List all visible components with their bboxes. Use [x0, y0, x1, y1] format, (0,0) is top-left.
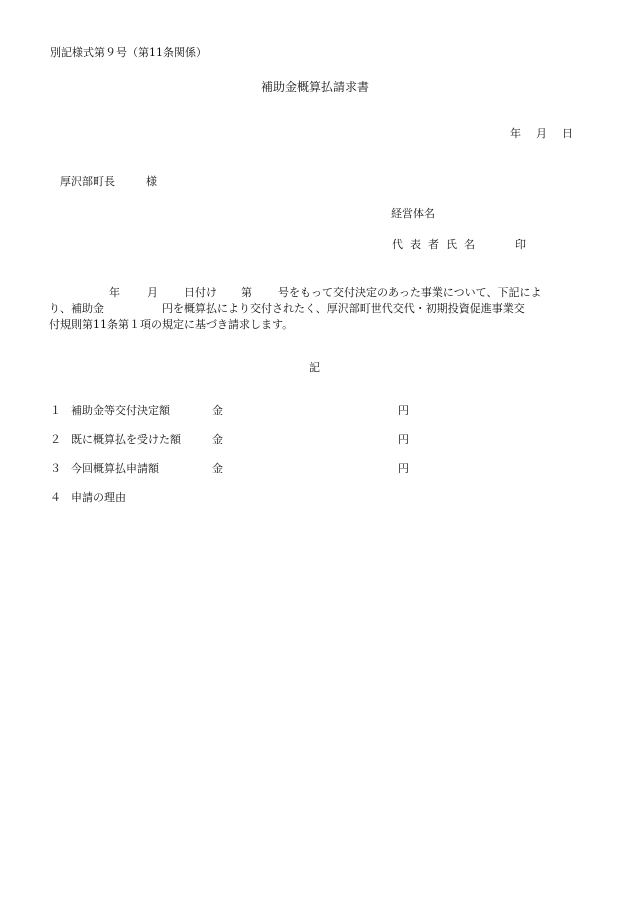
item-yen: 円: [398, 462, 409, 475]
ki-heading: 記: [309, 361, 320, 374]
item-label: 既に概算払を受けた額: [71, 433, 181, 446]
seal-mark: 印: [515, 238, 526, 251]
rep-char: 氏: [446, 238, 457, 251]
item-yen: 円: [398, 404, 409, 417]
item-number: ４: [50, 491, 61, 504]
body-line1-rest: 号をもって交付決定のあった事業について、下記によ: [278, 286, 542, 299]
representative-label: [392, 238, 475, 252]
item-kin: 金: [212, 462, 223, 475]
body-line-3: 付規則第11条第１項の規定に基づき請求します。: [49, 318, 294, 331]
body-year: 年: [109, 286, 120, 299]
rep-char: 代: [392, 238, 403, 251]
addressee-name: 厚沢部町長: [60, 175, 115, 188]
item-label: 今回概算払申請額: [71, 462, 159, 475]
body-dated: 日付け: [184, 286, 217, 299]
date-month: 月: [536, 127, 547, 140]
date-year: 年: [510, 127, 521, 140]
item-number: ３: [50, 462, 61, 475]
item-kin: 金: [212, 404, 223, 417]
item-label: 補助金等交付決定額: [71, 404, 170, 417]
item-kin: 金: [212, 433, 223, 446]
body-line2-rest: 円を概算払により交付されたく、厚沢部町世代交代・初期投資促進事業交: [162, 302, 525, 315]
body-line2-start: り、補助金: [49, 302, 104, 315]
body-line-1: [109, 285, 541, 301]
rep-char: 表: [410, 238, 421, 251]
item-number: ２: [50, 433, 61, 446]
body-month: 月: [147, 286, 158, 299]
addressee-honorific: 様: [146, 175, 157, 188]
applicant-entity-label: 経営体名: [391, 207, 435, 220]
body-line-2: [49, 301, 525, 317]
item-label: 申請の理由: [71, 491, 126, 504]
item-yen: 円: [398, 433, 409, 446]
body-no-prefix: 第: [241, 286, 252, 299]
rep-char: 名: [464, 238, 475, 251]
rep-char: 者: [428, 238, 439, 251]
date-day: 日: [562, 127, 573, 140]
item-number: １: [50, 404, 61, 417]
document-title: 補助金概算払請求書: [261, 80, 370, 94]
form-number-label: 別記様式第９号（第11条関係）: [50, 46, 207, 59]
